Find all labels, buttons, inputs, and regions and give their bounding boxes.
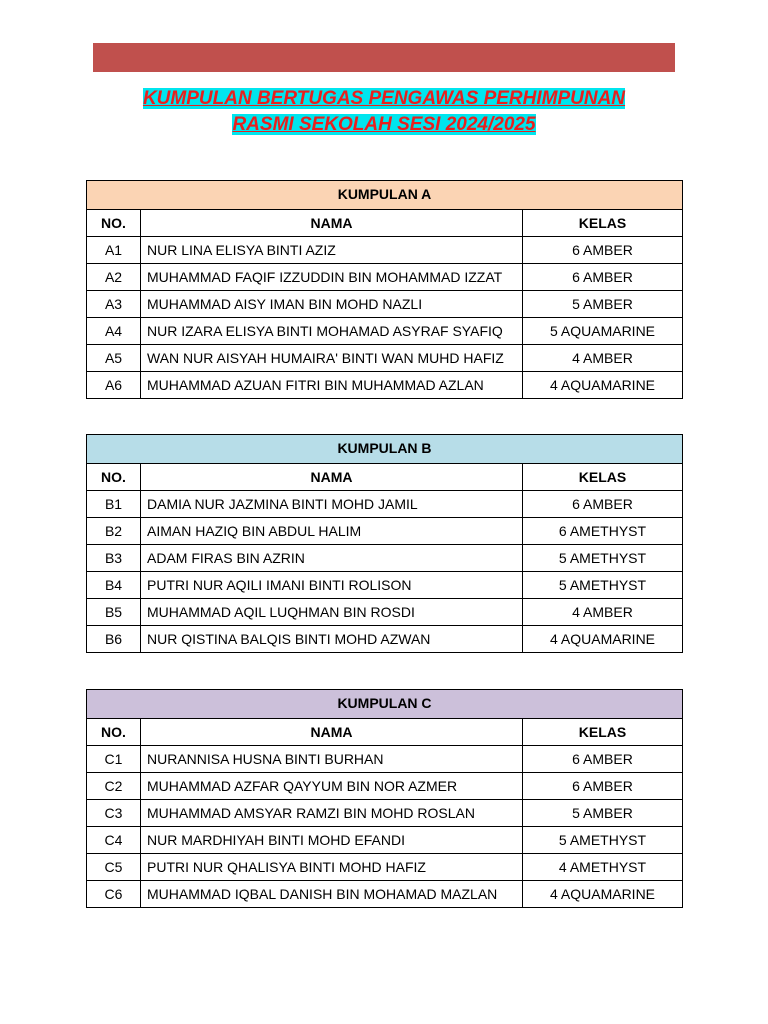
group-table-a — [86, 180, 683, 399]
row-no: C1 — [87, 746, 141, 773]
row-no: B4 — [87, 572, 141, 599]
row-kelas: 6 AMBER — [523, 773, 683, 800]
row-no: A3 — [87, 291, 141, 318]
row-kelas: 5 AMETHYST — [523, 545, 683, 572]
column-header-no: NO. — [87, 719, 141, 746]
row-nama: AIMAN HAZIQ BIN ABDUL HALIM — [141, 518, 523, 545]
row-no: C3 — [87, 800, 141, 827]
group-title: KUMPULAN B — [87, 435, 683, 464]
group-table-c — [86, 689, 683, 908]
row-nama: NUR IZARA ELISYA BINTI MOHAMAD ASYRAF SYAFIQ — [141, 318, 523, 345]
row-no: A4 — [87, 318, 141, 345]
row-kelas: 4 AMBER — [523, 599, 683, 626]
group-title: KUMPULAN A — [87, 181, 683, 210]
row-no: B5 — [87, 599, 141, 626]
document-title — [0, 86, 768, 138]
row-kelas: 5 AMETHYST — [523, 572, 683, 599]
row-kelas: 5 AMETHYST — [523, 827, 683, 854]
title-line-1: KUMPULAN BERTUGAS PENGAWAS PERHIMPUNAN — [142, 88, 626, 109]
row-kelas: 4 AMBER — [523, 345, 683, 372]
title-line-2: RASMI SEKOLAH SESI 2024/2025 — [232, 114, 536, 135]
row-nama: NUR QISTINA BALQIS BINTI MOHD AZWAN — [141, 626, 523, 653]
row-no: B1 — [87, 491, 141, 518]
row-kelas: 6 AMBER — [523, 491, 683, 518]
row-nama: NURANNISA HUSNA BINTI BURHAN — [141, 746, 523, 773]
table-row — [87, 545, 683, 572]
row-no: A5 — [87, 345, 141, 372]
table-row — [87, 827, 683, 854]
row-nama: DAMIA NUR JAZMINA BINTI MOHD JAMIL — [141, 491, 523, 518]
table-row — [87, 491, 683, 518]
row-kelas: 4 AQUAMARINE — [523, 372, 683, 399]
table-row — [87, 237, 683, 264]
row-no: A6 — [87, 372, 141, 399]
row-kelas: 4 AQUAMARINE — [523, 881, 683, 908]
row-nama: MUHAMMAD IQBAL DANISH BIN MOHAMAD MAZLAN — [141, 881, 523, 908]
row-nama: NUR MARDHIYAH BINTI MOHD EFANDI — [141, 827, 523, 854]
table-row — [87, 291, 683, 318]
row-kelas: 5 AQUAMARINE — [523, 318, 683, 345]
column-header-no: NO. — [87, 464, 141, 491]
row-no: B3 — [87, 545, 141, 572]
table-row — [87, 318, 683, 345]
row-nama: WAN NUR AISYAH HUMAIRA' BINTI WAN MUHD HAFIZ — [141, 345, 523, 372]
row-no: C2 — [87, 773, 141, 800]
row-kelas: 6 AMETHYST — [523, 518, 683, 545]
column-header-nama: NAMA — [141, 719, 523, 746]
table-row — [87, 854, 683, 881]
row-kelas: 4 AMETHYST — [523, 854, 683, 881]
table-row — [87, 773, 683, 800]
row-nama: PUTRI NUR QHALISYA BINTI MOHD HAFIZ — [141, 854, 523, 881]
column-header-nama: NAMA — [141, 464, 523, 491]
column-header-no: NO. — [87, 210, 141, 237]
table-row — [87, 572, 683, 599]
row-kelas: 6 AMBER — [523, 264, 683, 291]
table-row — [87, 746, 683, 773]
row-nama: MUHAMMAD AZFAR QAYYUM BIN NOR AZMER — [141, 773, 523, 800]
table-row — [87, 599, 683, 626]
top-color-bar — [93, 43, 675, 72]
row-nama: PUTRI NUR AQILI IMANI BINTI ROLISON — [141, 572, 523, 599]
table-row — [87, 881, 683, 908]
group-table-b — [86, 434, 683, 653]
row-nama: MUHAMMAD AZUAN FITRI BIN MUHAMMAD AZLAN — [141, 372, 523, 399]
column-header-kelas: KELAS — [523, 719, 683, 746]
row-nama: MUHAMMAD AMSYAR RAMZI BIN MOHD ROSLAN — [141, 800, 523, 827]
row-nama: NUR LINA ELISYA BINTI AZIZ — [141, 237, 523, 264]
column-header-kelas: KELAS — [523, 464, 683, 491]
row-kelas: 6 AMBER — [523, 237, 683, 264]
row-no: B6 — [87, 626, 141, 653]
row-no: C4 — [87, 827, 141, 854]
table-row — [87, 264, 683, 291]
row-no: A1 — [87, 237, 141, 264]
group-title: KUMPULAN C — [87, 690, 683, 719]
row-nama: ADAM FIRAS BIN AZRIN — [141, 545, 523, 572]
row-kelas: 6 AMBER — [523, 746, 683, 773]
row-kelas: 5 AMBER — [523, 291, 683, 318]
row-nama: MUHAMMAD AISY IMAN BIN MOHD NAZLI — [141, 291, 523, 318]
row-no: B2 — [87, 518, 141, 545]
row-kelas: 5 AMBER — [523, 800, 683, 827]
column-header-kelas: KELAS — [523, 210, 683, 237]
row-no: C6 — [87, 881, 141, 908]
table-row — [87, 372, 683, 399]
row-no: A2 — [87, 264, 141, 291]
row-nama: MUHAMMAD AQIL LUQHMAN BIN ROSDI — [141, 599, 523, 626]
table-row — [87, 345, 683, 372]
table-row — [87, 800, 683, 827]
table-row — [87, 626, 683, 653]
table-row — [87, 518, 683, 545]
row-nama: MUHAMMAD FAQIF IZZUDDIN BIN MOHAMMAD IZZAT — [141, 264, 523, 291]
column-header-nama: NAMA — [141, 210, 523, 237]
row-no: C5 — [87, 854, 141, 881]
row-kelas: 4 AQUAMARINE — [523, 626, 683, 653]
